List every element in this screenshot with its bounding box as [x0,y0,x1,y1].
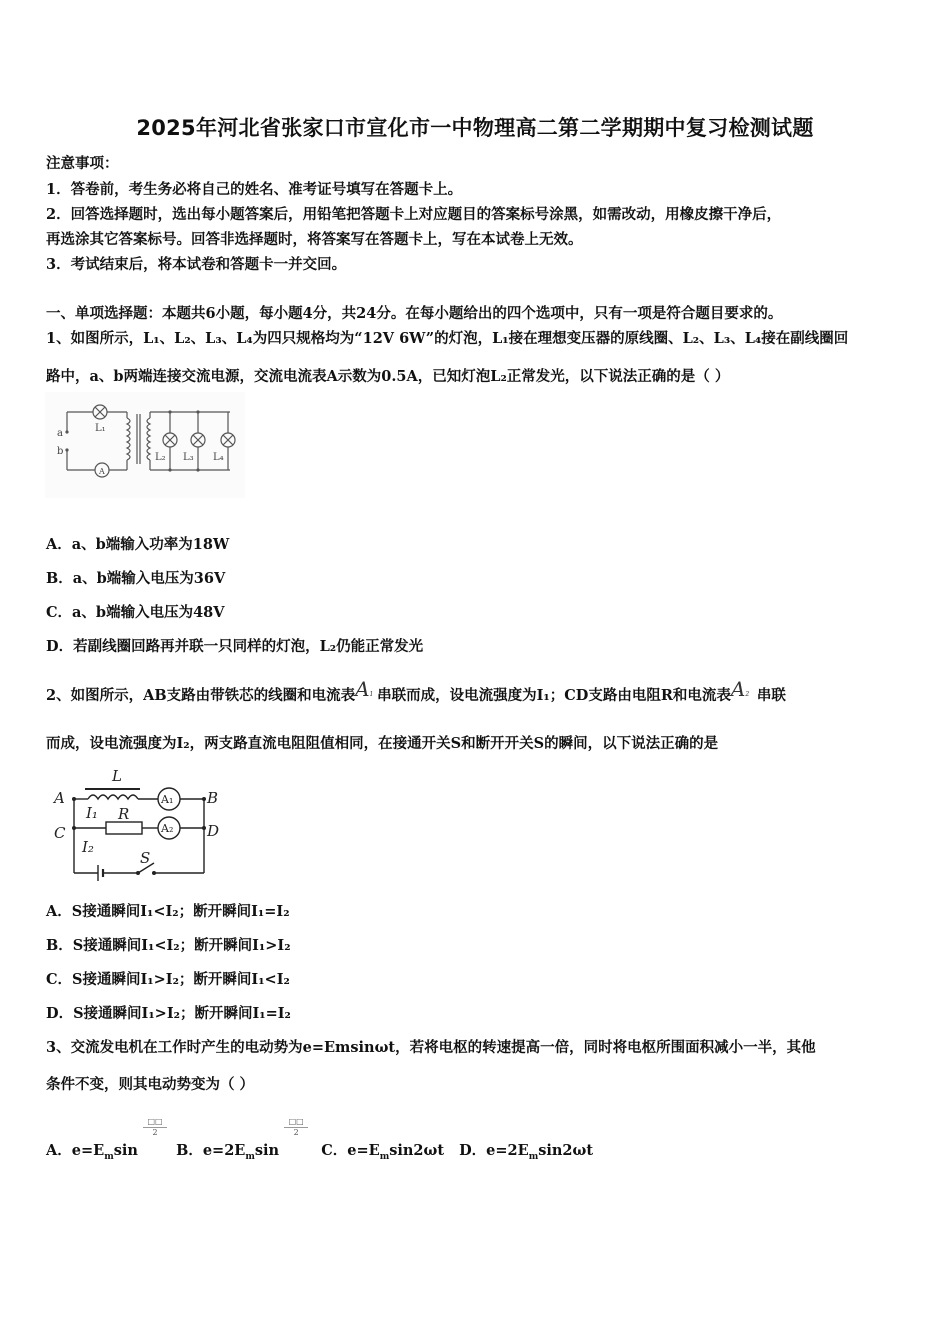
terminal-b-label: b [57,446,64,457]
resistor-r-label: R [118,805,130,823]
terminal-a-label: a [57,428,63,439]
q1-option-b: B．a、b端输入电压为36V [46,570,226,587]
q2-stem-part-c: 串联 [756,687,786,704]
ammeter-a1-label: A₁ [161,793,174,806]
inductor-l-label: L [112,767,122,785]
current-i2-label: I₂ [82,838,94,856]
node-b-label: B [207,789,219,807]
q1-stem-line2: 路中，a、b两端连接交流电源，交流电流表A示数为0.5A，已知灯泡L₂正常发光，以下说法正确的是（ ） [46,368,730,385]
q3-option-d: D．$e=2E_m\sin 2\omega t$ [459,1142,594,1162]
q3-option-a: A．$e=E_m\sin$ [46,1142,138,1162]
notice-item: 1．答卷前，考生务必将自己的姓名、准考证号填写在答题卡上。 [46,181,463,198]
lamp-l1-label: L₁ [95,423,106,434]
ammeter-label: A [99,467,105,476]
q2-option-c: C．S接通瞬间I₁>I₂；断开瞬间I₁<I₂ [46,971,290,988]
section-heading: 一、单项选择题：本题共6小题，每小题4分，共24分。在每小题给出的四个选项中，只有一项是符合题目要求的。 [46,305,783,322]
notice-heading: 注意事项： [46,155,119,172]
q1-transformer-circuit-figure [45,392,245,498]
q1-option-d: D．若副线圈回路再并联一只同样的灯泡，L₂仍能正常发光 [46,638,424,655]
fraction-omega-t-over-2: □□ 2 [143,1117,167,1138]
node-a-label: A [54,789,65,807]
q2-stem-part-b: 串联而成，设电流强度为I₁；CD支路由电阻R和电流表 [377,687,731,704]
q2-inductor-circuit-figure [48,763,228,891]
switch-s-label: S [140,849,151,867]
q3-option-b: B．$e=2E_m\sin$ [176,1142,280,1162]
inline-ammeter-a1: A1 [355,677,374,701]
q2-option-a: A．S接通瞬间I₁<I₂；断开瞬间I₁=I₂ [46,903,290,920]
fraction-omega-t-over-2: □□ 2 [284,1117,308,1138]
current-i1-label: I₁ [86,804,98,822]
ammeter-a2-label: A₂ [161,822,174,835]
page-title: 2025年河北省张家口市宣化市一中物理高二第二学期期中复习检测试题 [136,116,814,140]
q1-option-c: C．a、b端输入电压为48V [46,604,225,621]
q3-option-c: C．$e=E_m\sin 2\omega t$ [321,1142,445,1162]
q2-stem-line2: 而成，设电流强度为I₂，两支路直流电阻阻值相同，在接通开关S和断开开关S的瞬间，以下说法正确的是 [46,735,719,752]
node-d-label: D [207,822,220,840]
node-c-label: C [54,824,66,842]
q3-stem-line1: 3、交流发电机在工作时产生的电动势为e=Emsinωt，若将电枢的转速提高一倍，同时将电枢所围面积减小一半，其他 [46,1039,816,1056]
q1-option-a: A．a、b端输入功率为18W [46,536,230,553]
q3-stem-line2: 条件不变，则其电动势变为（ ） [46,1076,255,1093]
q2-option-d: D．S接通瞬间I₁>I₂；断开瞬间I₁=I₂ [46,1005,291,1022]
notice-item: 3．考试结束后，将本试卷和答题卡一并交回。 [46,256,347,273]
inline-ammeter-a2: A2 [730,677,750,701]
q2-stem-line1 [46,677,786,705]
notice-item: 再选涂其它答案标号。回答非选择题时，将答案写在答题卡上，写在本试卷上无效。 [46,231,583,248]
notice-item: 2．回答选择题时，选出每小题答案后，用铅笔把答题卡上对应题目的答案标号涂黑，如需改动，用橡皮擦干净后， [46,206,782,223]
lamp-l3-label: L₃ [183,452,194,463]
q3-options [46,1117,594,1162]
q1-stem-line1: 1、如图所示，L₁、L₂、L₃、L₄为四只规格均为“12V 6W”的灯泡，L₁接在理想变压器的原线圈、L₂、L₃、L₄接在副线圈回 [46,330,849,347]
q2-option-b: B．S接通瞬间I₁<I₂；断开瞬间I₁>I₂ [46,937,291,954]
q2-stem-part-a: 2、如图所示，AB支路由带铁芯的线圈和电流表 [46,687,356,704]
lamp-l2-label: L₂ [155,452,166,463]
lamp-l4-label: L₄ [213,452,224,463]
